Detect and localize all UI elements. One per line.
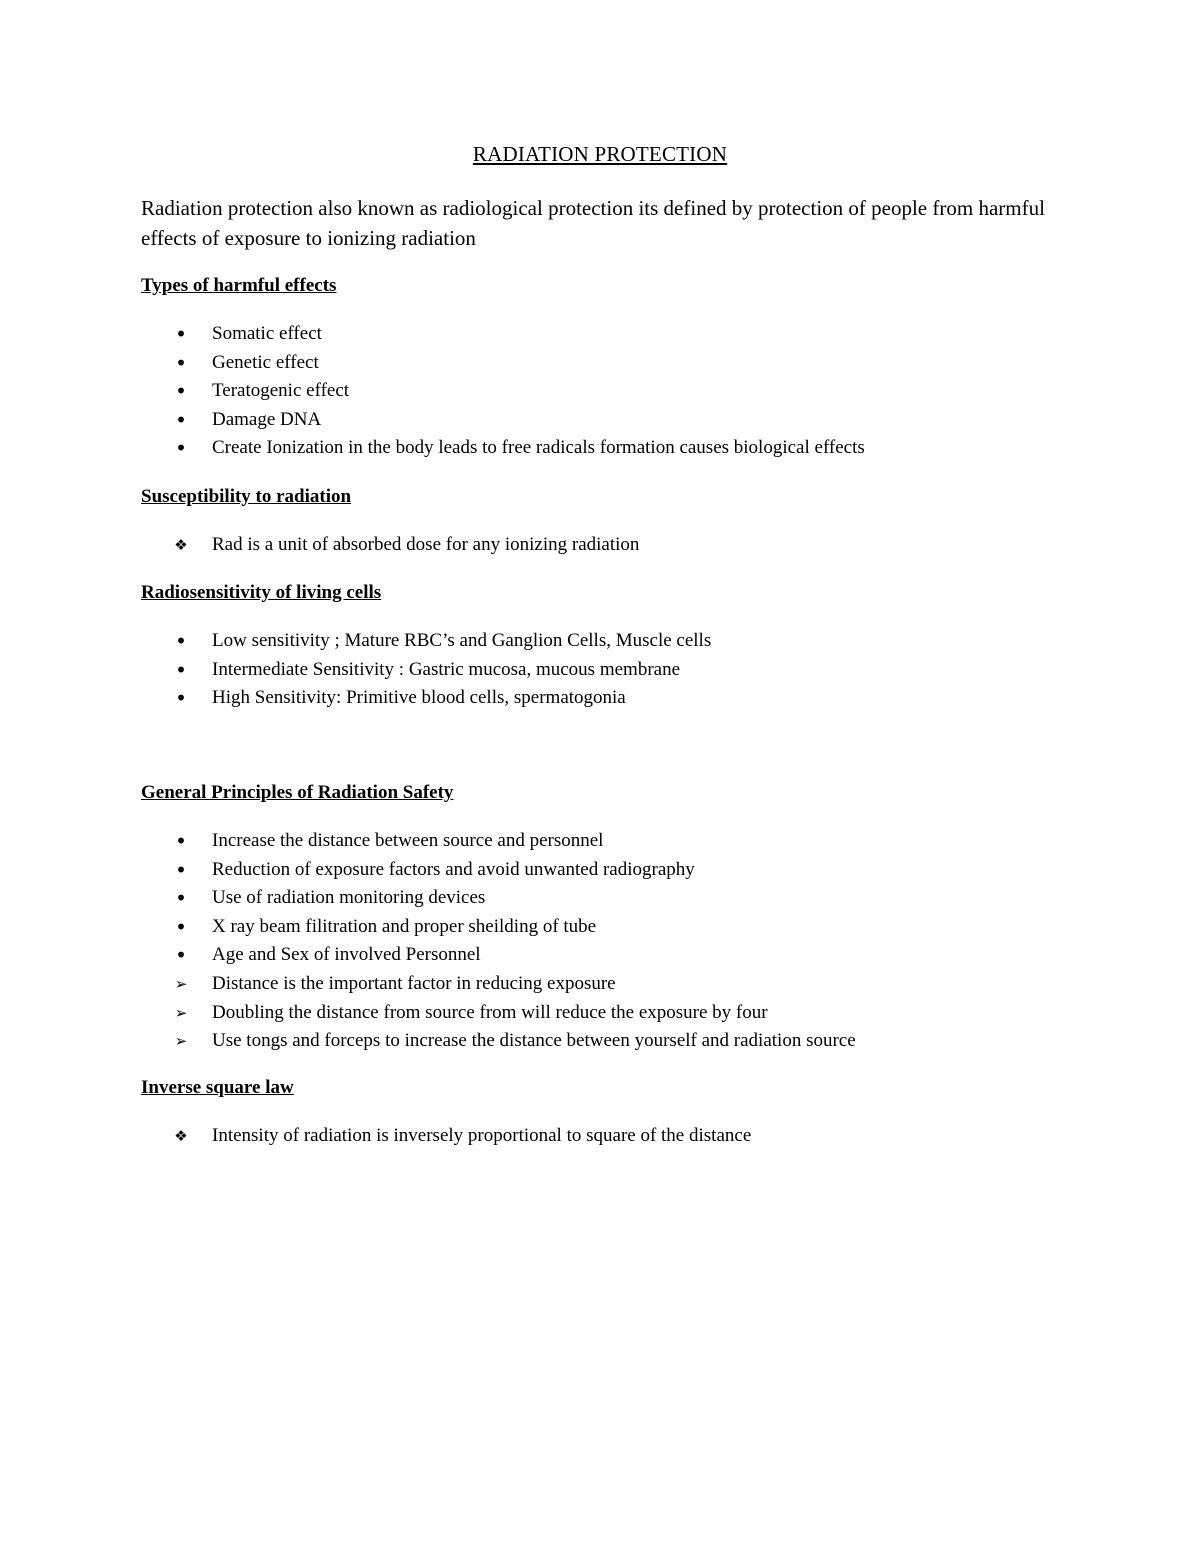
bullet-dot-icon: • — [175, 379, 187, 404]
list-item-text: Use of radiation monitoring devices — [212, 887, 486, 909]
bullet-dot-icon: • — [175, 322, 187, 346]
diamond-bullet-icon: ❖ — [174, 1127, 188, 1145]
bullet-dot-icon: • — [175, 407, 187, 432]
heading-radiosensitivity: Radiosensitivity of living cells — [141, 582, 382, 603]
bullet-dot-icon: • — [175, 657, 187, 682]
list-item-text: Doubling the distance from source from will reduce the exposure by four — [212, 1001, 768, 1023]
list-item-text: X ray beam filitration and proper sheilding of tube — [212, 915, 597, 937]
bullet-dot-icon: • — [175, 943, 187, 968]
arrowhead-bullet-icon: ➢ — [174, 1032, 188, 1051]
bullet-dot-icon: • — [175, 350, 187, 375]
list-item-text: Use tongs and forceps to increase the distance between yourself and radiation source — [212, 1030, 856, 1052]
list-item-text: Genetic effect — [212, 351, 319, 373]
bullet-dot-icon: • — [175, 829, 187, 853]
heading-susceptibility: Susceptibility to radiation — [141, 486, 352, 507]
intro-paragraph: Radiation protection also known as radiological protection its defined by protection of people from harmful effects of exposure to ionizing radiation — [141, 196, 1045, 250]
bullet-dot-icon: • — [175, 914, 187, 939]
list-item-text: Distance is the important factor in reducing exposure — [212, 972, 616, 994]
bullet-dot-icon: • — [175, 436, 187, 461]
heading-inverse-square: Inverse square law — [141, 1077, 294, 1098]
list-item-text: Low sensitivity ; Mature RBC’s and Ganglion Cells, Muscle cells — [212, 630, 712, 651]
page-title: RADIATION PROTECTION — [472, 142, 728, 166]
bullet-dot-icon: • — [175, 886, 187, 911]
heading-harmful-effects: Types of harmful effects — [141, 275, 337, 296]
list-item-text: Intensity of radiation is inversely proportional to square of the distance — [212, 1125, 752, 1146]
list-item-text: Damage DNA — [212, 408, 322, 430]
bullet-dot-icon: • — [175, 629, 187, 653]
list-item-text: Increase the distance between source and personnel — [212, 830, 604, 851]
list-item-text: Age and Sex of involved Personnel — [212, 944, 481, 966]
arrowhead-bullet-icon: ➢ — [174, 1003, 188, 1022]
bullet-dot-icon: • — [175, 857, 187, 882]
list-item-text: Rad is a unit of absorbed dose for any ionizing radiation — [212, 534, 640, 555]
list-item-text: Intermediate Sensitivity : Gastric mucosa, mucous membrane — [212, 658, 681, 680]
diamond-bullet-icon: ❖ — [174, 536, 188, 554]
list-item-text: Create Ionization in the body leads to free radicals formation causes biological effects — [212, 437, 865, 459]
arrowhead-bullet-icon: ➢ — [174, 974, 188, 993]
list-item-text: Teratogenic effect — [212, 380, 350, 402]
bullet-dot-icon: • — [175, 686, 187, 711]
heading-principles: General Principles of Radiation Safety — [141, 782, 454, 803]
list-item-text: Reduction of exposure factors and avoid unwanted radiography — [212, 858, 695, 880]
list-item-text: Somatic effect — [212, 323, 322, 344]
list-item-text: High Sensitivity: Primitive blood cells, spermatogonia — [212, 687, 626, 709]
